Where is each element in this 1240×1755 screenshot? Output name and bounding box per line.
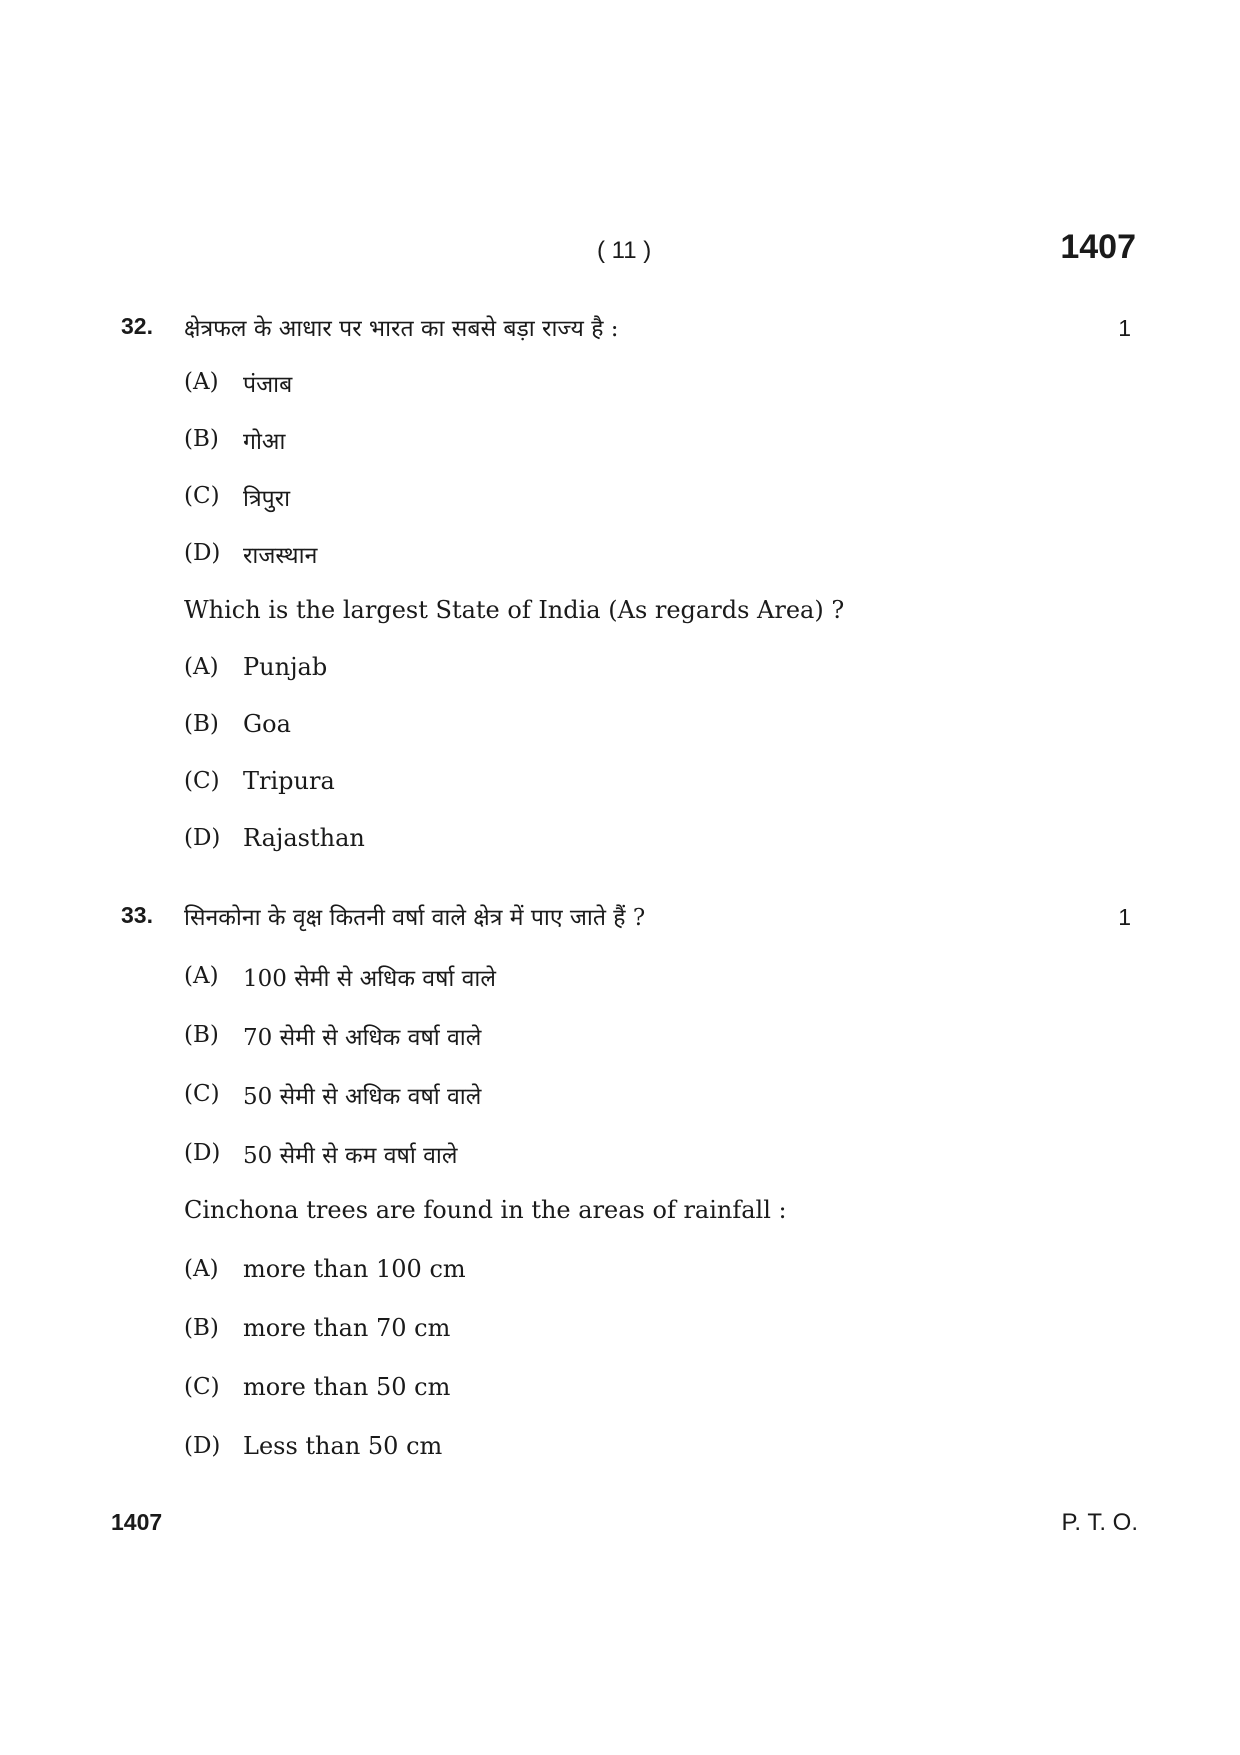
option-text-hindi: पंजाब [243, 372, 293, 398]
option-label: (A) [184, 654, 219, 680]
question-marks: 1 [1118, 315, 1131, 341]
option-label: (B) [184, 426, 219, 452]
option-text-english: more than 50 cm [243, 1373, 451, 1401]
paper-code-footer: 1407 [111, 1509, 163, 1535]
question-number: 32. [121, 313, 153, 339]
page-number: ( 11 ) [597, 237, 652, 264]
option-label: (B) [184, 711, 219, 737]
question-text-english: Cinchona trees are found in the areas of rainfall : [184, 1196, 787, 1224]
option-label: (D) [184, 825, 221, 851]
option-label: (D) [184, 540, 221, 566]
option-text-english: Less than 50 cm [243, 1432, 443, 1460]
question-marks: 1 [1118, 904, 1131, 930]
option-text-hindi: राजस्थान [243, 543, 318, 569]
option-label: (C) [184, 483, 220, 509]
option-text-english: more than 70 cm [243, 1314, 451, 1342]
option-text-english: more than 100 cm [243, 1255, 466, 1283]
option-label: (A) [184, 369, 219, 395]
please-turn-over: P. T. O. [1061, 1509, 1138, 1536]
question-number: 33. [121, 902, 153, 928]
option-label: (A) [184, 1256, 219, 1282]
paper-code-header: 1407 [1060, 228, 1136, 266]
option-text-hindi: 100 सेमी से अधिक वर्षा वाले [243, 966, 496, 992]
option-text-hindi: गोआ [243, 429, 286, 455]
option-label: (D) [184, 1433, 221, 1459]
option-text-hindi: 70 सेमी से अधिक वर्षा वाले [243, 1025, 482, 1051]
option-text-hindi: 50 सेमी से अधिक वर्षा वाले [243, 1084, 482, 1110]
option-text-hindi: त्रिपुरा [243, 486, 291, 512]
question-text-hindi: क्षेत्रफल के आधार पर भारत का सबसे बड़ा राज्य है : [184, 316, 619, 342]
option-text-english: Goa [243, 710, 291, 738]
option-label: (A) [184, 963, 219, 989]
option-text-english: Rajasthan [243, 824, 365, 852]
option-label: (C) [184, 1081, 220, 1107]
option-label: (B) [184, 1315, 219, 1341]
option-label: (C) [184, 1374, 220, 1400]
option-text-hindi: 50 सेमी से कम वर्षा वाले [243, 1143, 458, 1169]
option-label: (B) [184, 1022, 219, 1048]
option-text-english: Punjab [243, 653, 328, 681]
question-text-english: Which is the largest State of India (As regards Area) ? [184, 596, 845, 624]
question-text-hindi: सिनकोना के वृक्ष कितनी वर्षा वाले क्षेत्र में पाए जाते हैं ? [184, 905, 646, 931]
option-text-english: Tripura [243, 767, 335, 795]
option-label: (D) [184, 1140, 221, 1166]
option-label: (C) [184, 768, 220, 794]
